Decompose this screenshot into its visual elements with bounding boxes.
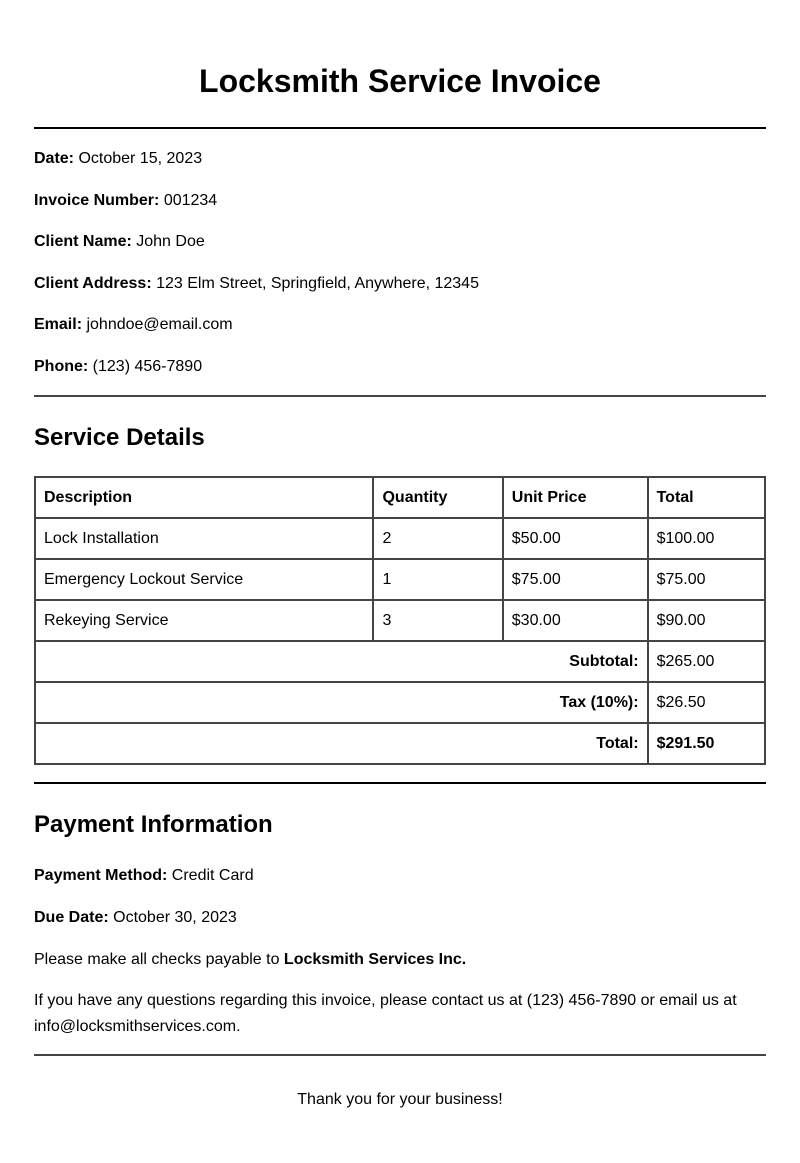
- total-value: $291.50: [648, 723, 765, 764]
- service-divider: [34, 782, 766, 784]
- client-address-line: [34, 274, 479, 294]
- invoice-title: Locksmith Service Invoice: [199, 63, 601, 99]
- client-name-value: John Doe: [136, 233, 205, 250]
- subtotal-label: Subtotal:: [35, 641, 648, 682]
- info-divider: [34, 395, 766, 397]
- date-value: October 15, 2023: [78, 150, 203, 167]
- payment-method-value: Credit Card: [171, 867, 254, 884]
- phone-line: [34, 357, 202, 377]
- client-name-label: Client Name:: [34, 233, 132, 250]
- table-row: [35, 559, 765, 600]
- subtotal-value: $265.00: [648, 641, 765, 682]
- table-row: [35, 600, 765, 641]
- row-description: Emergency Lockout Service: [35, 559, 373, 600]
- phone-label: Phone:: [34, 358, 89, 375]
- table-row: [35, 518, 765, 559]
- invoice-number-value: 001234: [163, 192, 218, 209]
- total-row: [35, 723, 765, 764]
- phone-value: (123) 456-7890: [92, 358, 203, 375]
- tax-value: $26.50: [648, 682, 765, 723]
- client-name-line: [34, 232, 205, 252]
- thank-you-message: Thank you for your business!: [297, 1091, 503, 1108]
- payment-method-label: Payment Method:: [34, 867, 168, 884]
- client-address-label: Client Address:: [34, 275, 152, 292]
- contact-paragraph: If you have any questions regarding this invoice, please contact us at (123) 456-7890 or email us at info@locksmithservices.com.: [34, 992, 737, 1035]
- row-description: Rekeying Service: [35, 600, 373, 641]
- service-details-heading: Service Details: [34, 424, 205, 451]
- row-quantity: 1: [373, 559, 502, 600]
- tax-label: Tax (10%):: [35, 682, 648, 723]
- row-unit-price: $50.00: [503, 518, 648, 559]
- checks-payable-company: Locksmith Services Inc.: [283, 951, 467, 968]
- client-address-value: 123 Elm Street, Springfield, Anywhere, 12345: [156, 275, 479, 292]
- column-header-total: Total: [648, 477, 765, 518]
- checks-payable-line: [34, 950, 466, 970]
- payment-method-line: [34, 866, 254, 886]
- invoice-number-label: Invoice Number:: [34, 192, 160, 209]
- due-date-value: October 30, 2023: [113, 909, 237, 926]
- row-total: $75.00: [648, 559, 765, 600]
- row-quantity: 3: [373, 600, 502, 641]
- table-header-row: [35, 477, 765, 518]
- row-unit-price: $30.00: [503, 600, 648, 641]
- invoice-number-line: [34, 191, 217, 211]
- email-label: Email:: [34, 316, 83, 333]
- service-table: [34, 476, 766, 765]
- row-description: Lock Installation: [35, 518, 373, 559]
- payment-information-heading: Payment Information: [34, 811, 273, 838]
- due-date-line: [34, 908, 237, 928]
- subtotal-row: [35, 641, 765, 682]
- column-header-unit-price: Unit Price: [503, 477, 648, 518]
- row-quantity: 2: [373, 518, 502, 559]
- row-total: $100.00: [648, 518, 765, 559]
- footer-divider: [34, 1054, 766, 1056]
- date-line: [34, 149, 202, 169]
- row-unit-price: $75.00: [503, 559, 648, 600]
- checks-payable-text: Please make all checks payable to: [34, 951, 280, 968]
- column-header-quantity: Quantity: [373, 477, 502, 518]
- tax-row: [35, 682, 765, 723]
- header-divider: [34, 127, 766, 129]
- email-line: [34, 315, 233, 335]
- due-date-label: Due Date:: [34, 909, 109, 926]
- date-label: Date:: [34, 150, 75, 167]
- row-total: $90.00: [648, 600, 765, 641]
- total-label: Total:: [35, 723, 648, 764]
- email-value: johndoe@email.com: [86, 316, 233, 333]
- column-header-description: Description: [35, 477, 373, 518]
